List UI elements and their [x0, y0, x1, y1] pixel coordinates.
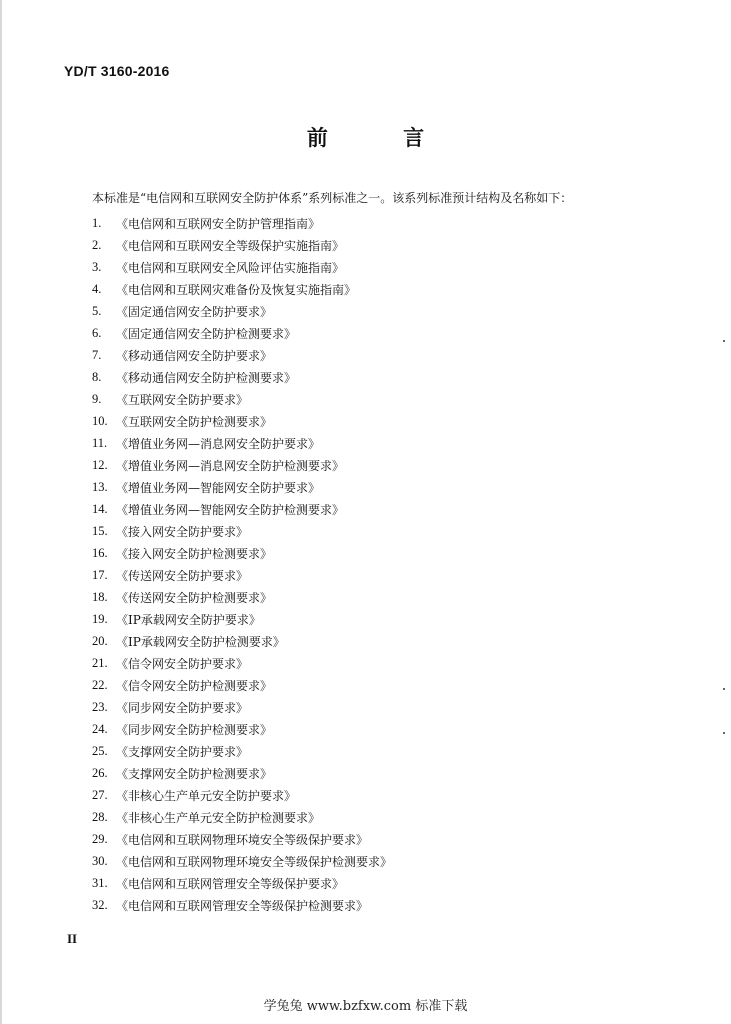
item-number: 30. — [92, 853, 108, 868]
standard-title: 《电信网和互联网安全等级保护实施指南》 — [116, 238, 345, 253]
standard-title: 《传送网安全防护检测要求》 — [116, 590, 273, 605]
page-number: II — [67, 931, 78, 946]
list-item — [92, 388, 392, 410]
list-item — [92, 850, 392, 872]
standard-title: 《信令网安全防护要求》 — [116, 656, 249, 671]
standard-title: 《IP承载网安全防护要求》 — [116, 612, 261, 627]
list-item — [92, 872, 392, 894]
item-number: 20. — [92, 633, 108, 648]
list-item — [92, 234, 392, 256]
item-number: 26. — [92, 765, 108, 780]
list-item — [92, 476, 392, 498]
list-item — [92, 586, 392, 608]
standard-title: 《非核心生产单元安全防护要求》 — [116, 788, 297, 803]
standard-title: 《移动通信网安全防护要求》 — [116, 348, 273, 363]
list-item — [92, 762, 392, 784]
item-number: 23. — [92, 699, 108, 714]
standard-title: 《电信网和互联网安全风险评估实施指南》 — [116, 260, 345, 275]
item-number: 9. — [92, 391, 102, 406]
item-number: 27. — [92, 787, 108, 802]
item-number: 19. — [92, 611, 108, 626]
list-item — [92, 696, 392, 718]
list-item — [92, 652, 392, 674]
list-item — [92, 784, 392, 806]
standard-title: 《非核心生产单元安全防护检测要求》 — [116, 810, 321, 825]
item-number: 14. — [92, 501, 108, 516]
item-number: 5. — [92, 303, 102, 318]
list-item — [92, 718, 392, 740]
standard-title: 《互联网安全防护检测要求》 — [116, 414, 273, 429]
item-number: 29. — [92, 831, 108, 846]
list-item — [92, 300, 392, 322]
standard-title: 《增值业务网—智能网安全防护检测要求》 — [116, 502, 345, 517]
list-item — [92, 454, 392, 476]
scan-speck — [723, 340, 725, 342]
item-number: 22. — [92, 677, 108, 692]
list-item — [92, 674, 392, 696]
item-number: 32. — [92, 897, 108, 912]
item-number: 10. — [92, 413, 108, 428]
list-item — [92, 608, 392, 630]
item-number: 7. — [92, 347, 102, 362]
standard-title: 《增值业务网—智能网安全防护要求》 — [116, 480, 321, 495]
standard-title: 《同步网安全防护检测要求》 — [116, 722, 273, 737]
scan-speck — [723, 688, 725, 690]
item-number: 18. — [92, 589, 108, 604]
list-item — [92, 520, 392, 542]
standard-title: 《互联网安全防护要求》 — [116, 392, 249, 407]
standard-title: 《接入网安全防护检测要求》 — [116, 546, 273, 561]
list-item — [92, 806, 392, 828]
list-item — [92, 344, 392, 366]
item-number: 21. — [92, 655, 108, 670]
item-number: 13. — [92, 479, 108, 494]
item-number: 25. — [92, 743, 108, 758]
item-number: 8. — [92, 369, 102, 384]
standards-list — [92, 212, 392, 916]
standard-title: 《接入网安全防护要求》 — [116, 524, 249, 539]
item-number: 24. — [92, 721, 108, 736]
list-item — [92, 256, 392, 278]
standard-title: 《固定通信网安全防护检测要求》 — [116, 326, 297, 341]
item-number: 16. — [92, 545, 108, 560]
list-item — [92, 828, 392, 850]
item-number: 31. — [92, 875, 108, 890]
list-item — [92, 740, 392, 762]
standard-title: 《电信网和互联网物理环境安全等级保护检测要求》 — [116, 854, 393, 869]
standard-title: 《传送网安全防护要求》 — [116, 568, 249, 583]
standard-title: 《增值业务网—消息网安全防护要求》 — [116, 436, 321, 451]
intro-paragraph: 本标准是“电信网和互联网安全防护体系”系列标准之一。该系列标准预计结构及名称如下： — [92, 191, 573, 205]
list-item — [92, 498, 392, 520]
list-item — [92, 278, 392, 300]
list-item — [92, 410, 392, 432]
item-number: 15. — [92, 523, 108, 538]
standard-title: 《电信网和互联网管理安全等级保护检测要求》 — [116, 898, 369, 913]
section-title: 前 言 — [306, 126, 459, 150]
list-item — [92, 432, 392, 454]
item-number: 2. — [92, 237, 102, 252]
standard-title: 《电信网和互联网安全防护管理指南》 — [116, 216, 321, 231]
list-item — [92, 322, 392, 344]
standard-title: 《支撑网安全防护要求》 — [116, 744, 249, 759]
item-number: 28. — [92, 809, 108, 824]
standard-title: 《支撑网安全防护检测要求》 — [116, 766, 273, 781]
scan-speck — [723, 732, 725, 734]
page-edge — [0, 0, 2, 1024]
list-item — [92, 630, 392, 652]
standard-title: 《同步网安全防护要求》 — [116, 700, 249, 715]
item-number: 11. — [92, 435, 108, 450]
list-item — [92, 212, 392, 234]
standard-title: 《移动通信网安全防护检测要求》 — [116, 370, 297, 385]
footer-watermark: 学兔兔 www.bzfxw.com 标准下载 — [263, 999, 468, 1014]
standard-title: 《电信网和互联网灾难备份及恢复实施指南》 — [116, 282, 357, 297]
standard-title: 《增值业务网—消息网安全防护检测要求》 — [116, 458, 345, 473]
item-number: 3. — [92, 259, 102, 274]
list-item — [92, 894, 392, 916]
item-number: 12. — [92, 457, 108, 472]
item-number: 6. — [92, 325, 102, 340]
standard-title: 《电信网和互联网管理安全等级保护要求》 — [116, 876, 345, 891]
standard-title: 《信令网安全防护检测要求》 — [116, 678, 273, 693]
standard-title: 《电信网和互联网物理环境安全等级保护要求》 — [116, 832, 369, 847]
item-number: 17. — [92, 567, 108, 582]
list-item — [92, 366, 392, 388]
item-number: 4. — [92, 281, 102, 296]
standard-title: 《固定通信网安全防护要求》 — [116, 304, 273, 319]
list-item — [92, 542, 392, 564]
document-code: YD/T 3160-2016 — [64, 63, 170, 79]
item-number: 1. — [92, 215, 102, 230]
list-item — [92, 564, 392, 586]
standard-title: 《IP承载网安全防护检测要求》 — [116, 634, 285, 649]
